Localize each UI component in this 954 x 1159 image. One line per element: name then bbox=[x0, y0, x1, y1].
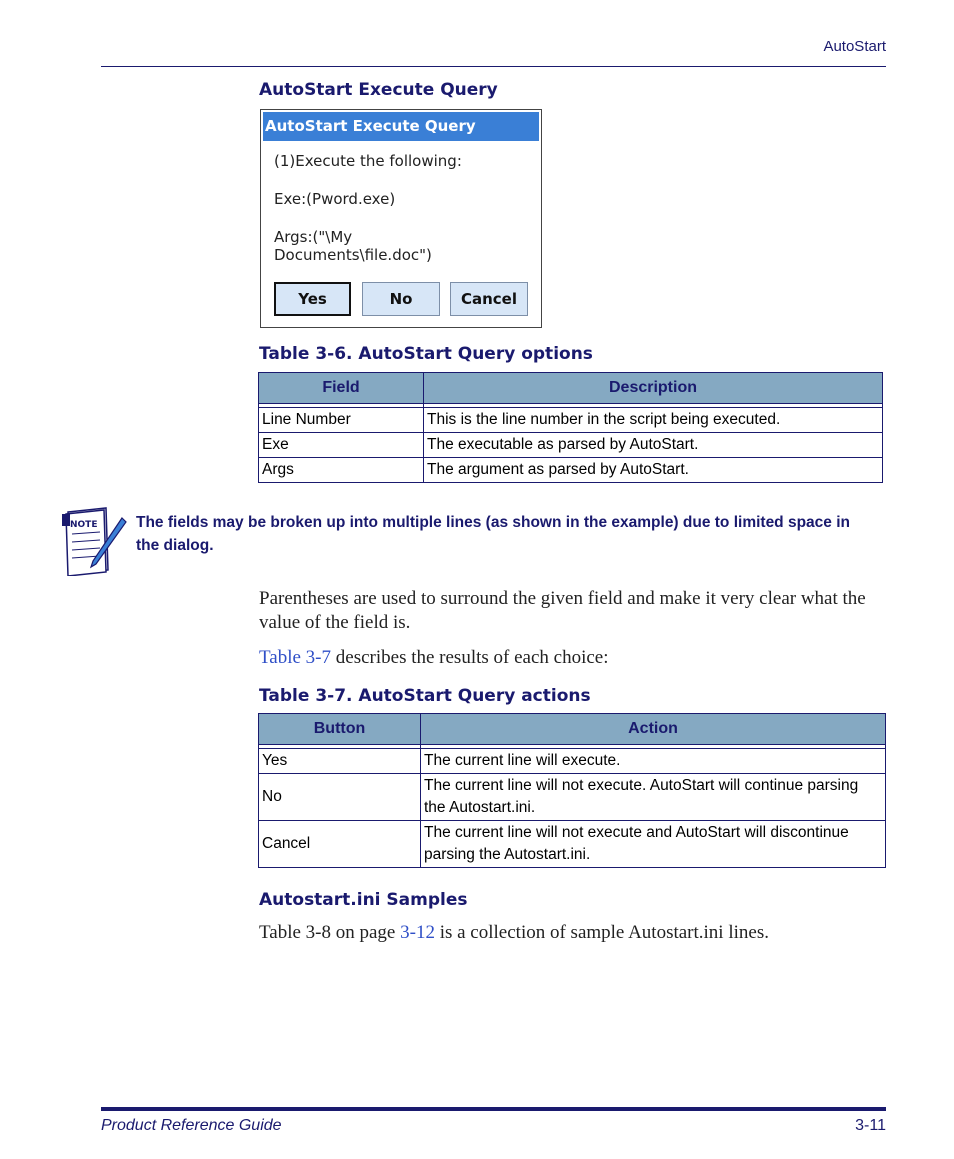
column-header: Button bbox=[259, 714, 421, 745]
paragraph-text: describes the results of each choice: bbox=[331, 647, 609, 668]
table-cell: The current line will execute. bbox=[421, 749, 886, 774]
note-icon-label: NOTE bbox=[70, 520, 98, 530]
table-header-row bbox=[259, 373, 883, 404]
dialog-title-bar: AutoStart Execute Query bbox=[263, 112, 539, 141]
page-3-12-link[interactable]: 3-12 bbox=[400, 922, 435, 943]
table-cell: The argument as parsed by AutoStart. bbox=[424, 458, 883, 483]
table-cell: The current line will not execute. AutoStart will continue parsing the Autostart.ini. bbox=[421, 774, 886, 821]
table-row bbox=[259, 821, 886, 868]
footer-rule bbox=[101, 1107, 886, 1111]
table-row bbox=[259, 433, 883, 458]
table-3-7-caption: Table 3-7. AutoStart Query actions bbox=[259, 686, 591, 706]
table-cell: Args bbox=[259, 458, 424, 483]
dialog-line-3: Args:("\My bbox=[274, 228, 353, 246]
header-rule bbox=[101, 66, 886, 67]
yes-button[interactable]: Yes bbox=[274, 282, 351, 316]
running-header: AutoStart bbox=[823, 38, 886, 55]
note-text: The fields may be broken up into multiple lines (as shown in the example) due to limited space in the dialog. bbox=[136, 514, 850, 554]
body-paragraph-2 bbox=[259, 646, 879, 670]
paragraph-text: is a collection of sample Autostart.ini lines. bbox=[434, 922, 769, 943]
column-header: Action bbox=[421, 714, 886, 745]
table-cell: Line Number bbox=[259, 408, 424, 433]
table-cell: Cancel bbox=[259, 821, 421, 868]
query-options-table bbox=[258, 372, 883, 483]
dialog-line-2: Exe:(Pword.exe) bbox=[274, 190, 396, 208]
cancel-button[interactable]: Cancel bbox=[450, 282, 528, 316]
body-paragraph: Parentheses are used to surround the given field and make it very clear what the value of the field is. bbox=[259, 588, 866, 633]
dialog-heading: AutoStart Execute Query bbox=[259, 80, 498, 100]
no-button[interactable]: No bbox=[362, 282, 440, 316]
samples-paragraph bbox=[259, 921, 879, 945]
table-cell: The executable as parsed by AutoStart. bbox=[424, 433, 883, 458]
query-actions-table bbox=[258, 713, 886, 868]
column-header: Description bbox=[424, 373, 883, 404]
table-3-6-caption: Table 3-6. AutoStart Query options bbox=[259, 344, 593, 364]
table-cell: No bbox=[259, 774, 421, 821]
table-cell: Exe bbox=[259, 433, 424, 458]
table-row bbox=[259, 774, 886, 821]
samples-heading: Autostart.ini Samples bbox=[259, 890, 468, 910]
table-3-7-link[interactable]: Table 3-7 bbox=[259, 647, 332, 668]
dialog-line-4: Documents\file.doc") bbox=[274, 246, 432, 264]
table-row bbox=[259, 458, 883, 483]
autostart-query-dialog bbox=[260, 109, 542, 328]
table-cell: The current line will not execute and AutoStart will discontinue parsing the Autostart.ini. bbox=[421, 821, 886, 868]
table-cell: Yes bbox=[259, 749, 421, 774]
dialog-line-1: (1)Execute the following: bbox=[274, 152, 462, 170]
table-row bbox=[259, 749, 886, 774]
column-header: Field bbox=[259, 373, 424, 404]
paragraph-text: Table 3-8 on page bbox=[259, 922, 401, 943]
table-header-row bbox=[259, 714, 886, 745]
page-number: 3-11 bbox=[855, 1117, 886, 1134]
table-row bbox=[259, 408, 883, 433]
footer-title: Product Reference Guide bbox=[101, 1117, 282, 1134]
note-icon bbox=[62, 504, 128, 576]
table-cell: This is the line number in the script being executed. bbox=[424, 408, 883, 433]
